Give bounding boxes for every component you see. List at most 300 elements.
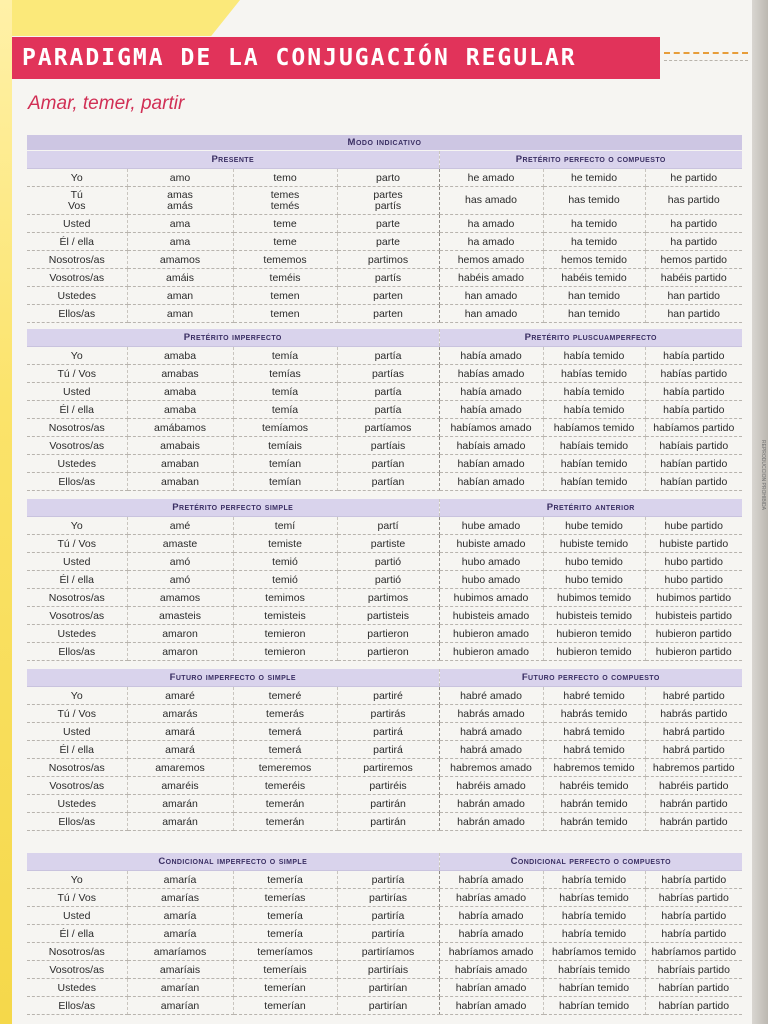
form-partir-compound: habría partido — [645, 871, 742, 889]
pronoun-cell: Vosotros/as — [27, 777, 127, 795]
form-partir: partirán — [337, 795, 439, 813]
form-temer: temerían — [233, 997, 337, 1015]
form-amar: ama — [127, 215, 233, 233]
form-temer: temimos — [233, 589, 337, 607]
table-row — [27, 643, 742, 661]
form-partir: parten — [337, 305, 439, 323]
page-subtitle: Amar, temer, partir — [28, 93, 185, 114]
form-temer: temerías — [233, 889, 337, 907]
form-amar-compound: hubiste amado — [439, 535, 543, 553]
form-temer: temería — [233, 907, 337, 925]
pronoun-cell: Tú / Vos — [27, 535, 127, 553]
form-temer-compound: habrías temido — [543, 889, 645, 907]
form-amar-compound: habrías amado — [439, 889, 543, 907]
table-row — [27, 455, 742, 473]
form-temer: temeré — [233, 687, 337, 705]
form-temer-compound: habremos temido — [543, 759, 645, 777]
form-amar: amaríamos — [127, 943, 233, 961]
form-temer-compound: habría temido — [543, 925, 645, 943]
form-amar: amaba — [127, 401, 233, 419]
tense-section — [27, 669, 742, 831]
simple-tense-heading: Pretérito imperfecto — [27, 329, 439, 347]
form-partir-compound: habréis partido — [645, 777, 742, 795]
form-temer-compound: habré temido — [543, 687, 645, 705]
form-amar: amaban — [127, 473, 233, 491]
form-partir-compound: habrían partido — [645, 979, 742, 997]
form-partir-compound: hubieron partido — [645, 643, 742, 661]
table-row — [27, 777, 742, 795]
form-partir: parte — [337, 215, 439, 233]
form-temer-compound: habíais temido — [543, 437, 645, 455]
form-partir: partía — [337, 383, 439, 401]
table-row — [27, 215, 742, 233]
pronoun-cell: Ustedes — [27, 287, 127, 305]
form-temer: temían — [233, 455, 337, 473]
form-partir-compound: hube partido — [645, 517, 742, 535]
form-amar: amó — [127, 571, 233, 589]
pronoun-cell: Nosotros/as — [27, 589, 127, 607]
form-temer-compound: hemos temido — [543, 251, 645, 269]
form-temer-compound: ha temido — [543, 233, 645, 251]
pronoun-cell: Yo — [27, 347, 127, 365]
form-amar-compound: hubo amado — [439, 571, 543, 589]
side-copyright-note: REPRODUCCIÓN PROHIBIDA — [760, 440, 766, 511]
form-partir: partiremos — [337, 759, 439, 777]
form-partir-compound: habías partido — [645, 365, 742, 383]
table-row — [27, 813, 742, 831]
form-partir: partiríamos — [337, 943, 439, 961]
form-partir: partirías — [337, 889, 439, 907]
pronoun-cell: Tú / Vos — [27, 889, 127, 907]
form-partir: parto — [337, 169, 439, 187]
form-partir-compound: había partido — [645, 383, 742, 401]
pronoun-cell: Él / ella — [27, 571, 127, 589]
conjugation-table — [27, 329, 742, 491]
conjugation-table — [27, 853, 742, 1015]
form-amar-compound: había amado — [439, 347, 543, 365]
form-partir: partieron — [337, 625, 439, 643]
form-amar: amáis — [127, 269, 233, 287]
pronoun-cell: Usted — [27, 383, 127, 401]
table-row — [27, 759, 742, 777]
pronoun-cell: Tú / Vos — [27, 365, 127, 383]
pronoun-cell: Yo — [27, 687, 127, 705]
form-temer-compound: he temido — [543, 169, 645, 187]
form-partir-compound: hubo partido — [645, 571, 742, 589]
form-temer: temió — [233, 571, 337, 589]
form-temer-compound: habríais temido — [543, 961, 645, 979]
form-temer: temería — [233, 871, 337, 889]
form-partir: partís — [337, 269, 439, 287]
table-row — [27, 305, 742, 323]
form-partir-compound: habría partido — [645, 907, 742, 925]
form-partir: partimos — [337, 251, 439, 269]
form-partir: partisteis — [337, 607, 439, 625]
form-amar-compound: hemos amado — [439, 251, 543, 269]
form-partir: partiste — [337, 535, 439, 553]
pronoun-cell: Ustedes — [27, 795, 127, 813]
pronoun-cell: Vosotros/as — [27, 607, 127, 625]
conjugation-table — [27, 135, 742, 323]
form-partir-compound: habéis partido — [645, 269, 742, 287]
table-row — [27, 943, 742, 961]
table-row — [27, 625, 742, 643]
table-row — [27, 437, 742, 455]
form-partir: partiría — [337, 907, 439, 925]
pronoun-cell: Ellos/as — [27, 473, 127, 491]
form-amar: amo — [127, 169, 233, 187]
table-row — [27, 269, 742, 287]
pronoun-cell: Ellos/as — [27, 997, 127, 1015]
simple-tense-heading: Presente — [27, 151, 439, 169]
yellow-margin — [0, 0, 12, 1024]
form-partir-compound: hubo partido — [645, 553, 742, 571]
pronoun-cell: Tú Vos — [27, 187, 127, 215]
form-partir-compound: habían partido — [645, 455, 742, 473]
form-amar-compound: habrían amado — [439, 997, 543, 1015]
form-temer-compound: había temido — [543, 401, 645, 419]
form-partir-compound: habríais partido — [645, 961, 742, 979]
form-temer: temeríais — [233, 961, 337, 979]
form-amar-compound: habrían amado — [439, 979, 543, 997]
form-partir: partías — [337, 365, 439, 383]
table-row — [27, 889, 742, 907]
form-amar: amaremos — [127, 759, 233, 777]
form-partir-compound: habríamos partido — [645, 943, 742, 961]
table-row — [27, 961, 742, 979]
form-amar: amábamos — [127, 419, 233, 437]
compound-tense-heading: Pretérito pluscuamperfecto — [439, 329, 742, 347]
form-amar-compound: habría amado — [439, 925, 543, 943]
form-partir-compound: habré partido — [645, 687, 742, 705]
form-amar-compound: había amado — [439, 401, 543, 419]
form-amar-compound: he amado — [439, 169, 543, 187]
form-amar-compound: hube amado — [439, 517, 543, 535]
table-row — [27, 553, 742, 571]
form-temer-compound: habían temido — [543, 455, 645, 473]
form-partir-compound: han partido — [645, 287, 742, 305]
form-amar-compound: habríais amado — [439, 961, 543, 979]
form-amar: amas amás — [127, 187, 233, 215]
simple-tense-heading: Futuro imperfecto o simple — [27, 669, 439, 687]
form-temer: temiste — [233, 535, 337, 553]
form-amar-compound: han amado — [439, 287, 543, 305]
form-partir: partíais — [337, 437, 439, 455]
form-partir: partía — [337, 401, 439, 419]
form-temer-compound: habría temido — [543, 871, 645, 889]
form-amar-compound: habéis amado — [439, 269, 543, 287]
pronoun-cell: Ustedes — [27, 625, 127, 643]
form-temer-compound: habrás temido — [543, 705, 645, 723]
form-amar: amaría — [127, 925, 233, 943]
form-temer-compound: has temido — [543, 187, 645, 215]
form-temer: teme — [233, 215, 337, 233]
form-temer-compound: hubieron temido — [543, 643, 645, 661]
form-temer: temen — [233, 305, 337, 323]
form-amar: amaría — [127, 871, 233, 889]
form-temer-compound: habrían temido — [543, 997, 645, 1015]
form-temer-compound: habría temido — [543, 907, 645, 925]
form-partir: partieron — [337, 643, 439, 661]
form-temer: temeremos — [233, 759, 337, 777]
form-partir-compound: habrás partido — [645, 705, 742, 723]
form-temer: temerían — [233, 979, 337, 997]
form-amar-compound: ha amado — [439, 215, 543, 233]
table-row — [27, 741, 742, 759]
form-partir: parten — [337, 287, 439, 305]
table-row — [27, 907, 742, 925]
form-amar: amarán — [127, 813, 233, 831]
simple-tense-heading: Condicional imperfecto o simple — [27, 853, 439, 871]
form-amar: amaron — [127, 643, 233, 661]
form-partir: partirá — [337, 723, 439, 741]
pronoun-cell: Usted — [27, 553, 127, 571]
form-partir: partiré — [337, 687, 439, 705]
form-partir: partían — [337, 473, 439, 491]
form-partir-compound: había partido — [645, 347, 742, 365]
form-partir: partió — [337, 553, 439, 571]
tense-section — [27, 853, 742, 1015]
form-amar: amabas — [127, 365, 233, 383]
form-temer-compound: han temido — [543, 287, 645, 305]
form-temer-compound: hubimos temido — [543, 589, 645, 607]
simple-tense-heading: Pretérito perfecto simple — [27, 499, 439, 517]
form-temer-compound: habéis temido — [543, 269, 645, 287]
form-amar-compound: hubieron amado — [439, 643, 543, 661]
table-row — [27, 287, 742, 305]
form-partir-compound: habrá partido — [645, 741, 742, 759]
form-temer-compound: habríamos temido — [543, 943, 645, 961]
form-amar: amé — [127, 517, 233, 535]
form-partir-compound: habrían partido — [645, 997, 742, 1015]
form-amar: amaste — [127, 535, 233, 553]
mode-heading: Modo indicativo — [27, 135, 742, 151]
pronoun-cell: Tú / Vos — [27, 705, 127, 723]
form-amar-compound: hubisteis amado — [439, 607, 543, 625]
form-temer: temíais — [233, 437, 337, 455]
form-partir-compound: habría partido — [645, 925, 742, 943]
form-amar: amasteis — [127, 607, 233, 625]
table-row — [27, 925, 742, 943]
form-partir: partí — [337, 517, 439, 535]
form-partir-compound: había partido — [645, 401, 742, 419]
form-temer-compound: habías temido — [543, 365, 645, 383]
form-temer-compound: habrá temido — [543, 723, 645, 741]
form-temer-compound: habíamos temido — [543, 419, 645, 437]
form-amar: amaba — [127, 347, 233, 365]
pronoun-cell: Ustedes — [27, 979, 127, 997]
form-amar: amaba — [127, 383, 233, 401]
form-temer-compound: hubisteis temido — [543, 607, 645, 625]
pronoun-cell: Yo — [27, 517, 127, 535]
form-partir: parte — [337, 233, 439, 251]
pronoun-cell: Ellos/as — [27, 813, 127, 831]
form-temer: temeréis — [233, 777, 337, 795]
table-row — [27, 517, 742, 535]
table-row — [27, 795, 742, 813]
form-amar: amaron — [127, 625, 233, 643]
table-row — [27, 169, 742, 187]
compound-tense-heading: Futuro perfecto o compuesto — [439, 669, 742, 687]
conjugation-table — [27, 669, 742, 831]
form-amar: amó — [127, 553, 233, 571]
tense-section — [27, 329, 742, 491]
form-amar: amarás — [127, 705, 233, 723]
form-amar-compound: hubo amado — [439, 553, 543, 571]
form-temer: temieron — [233, 625, 337, 643]
form-amar-compound: habrás amado — [439, 705, 543, 723]
form-temer: temo — [233, 169, 337, 187]
form-partir: partíamos — [337, 419, 439, 437]
form-amar-compound: habría amado — [439, 907, 543, 925]
form-temer: temes temés — [233, 187, 337, 215]
form-amar-compound: habré amado — [439, 687, 543, 705]
form-temer-compound: habréis temido — [543, 777, 645, 795]
table-row — [27, 535, 742, 553]
table-row — [27, 687, 742, 705]
form-temer: temen — [233, 287, 337, 305]
pronoun-cell: Él / ella — [27, 233, 127, 251]
form-temer-compound: han temido — [543, 305, 645, 323]
pronoun-cell: Nosotros/as — [27, 759, 127, 777]
form-temer: temía — [233, 347, 337, 365]
form-partir-compound: hubimos partido — [645, 589, 742, 607]
form-partir-compound: hemos partido — [645, 251, 742, 269]
form-partir-compound: has partido — [645, 187, 742, 215]
banner-dashed-line-secondary — [664, 60, 748, 61]
pronoun-cell: Ellos/as — [27, 305, 127, 323]
form-temer: teme — [233, 233, 337, 251]
form-partir-compound: ha partido — [645, 233, 742, 251]
table-row — [27, 251, 742, 269]
pronoun-cell: Él / ella — [27, 741, 127, 759]
table-row — [27, 589, 742, 607]
form-temer-compound: hubo temido — [543, 553, 645, 571]
form-amar-compound: habrán amado — [439, 813, 543, 831]
pronoun-cell: Usted — [27, 723, 127, 741]
form-amar: amaría — [127, 907, 233, 925]
form-partir-compound: hubisteis partido — [645, 607, 742, 625]
form-partir: partimos — [337, 589, 439, 607]
form-amar-compound: habías amado — [439, 365, 543, 383]
table-row — [27, 723, 742, 741]
table-row — [27, 997, 742, 1015]
tense-section — [27, 499, 742, 661]
form-temer: temía — [233, 401, 337, 419]
pronoun-cell: Usted — [27, 215, 127, 233]
form-partir: partirá — [337, 741, 439, 759]
form-amar-compound: hubieron amado — [439, 625, 543, 643]
form-temer: temerá — [233, 741, 337, 759]
pronoun-cell: Vosotros/as — [27, 961, 127, 979]
form-temer-compound: había temido — [543, 347, 645, 365]
form-amar-compound: ha amado — [439, 233, 543, 251]
form-amar: amaban — [127, 455, 233, 473]
form-temer-compound: hube temido — [543, 517, 645, 535]
form-temer-compound: hubiste temido — [543, 535, 645, 553]
compound-tense-heading: Pretérito perfecto o compuesto — [439, 151, 742, 169]
form-temer: temían — [233, 473, 337, 491]
form-temer: temeríamos — [233, 943, 337, 961]
form-temer: temerán — [233, 795, 337, 813]
form-partir-compound: habíamos partido — [645, 419, 742, 437]
form-temer-compound: hubieron temido — [543, 625, 645, 643]
form-partir-compound: he partido — [645, 169, 742, 187]
form-temer: temía — [233, 383, 337, 401]
form-amar-compound: hubimos amado — [439, 589, 543, 607]
form-partir-compound: habíais partido — [645, 437, 742, 455]
form-partir: partiría — [337, 871, 439, 889]
form-temer-compound: habrán temido — [543, 813, 645, 831]
form-amar: amarían — [127, 997, 233, 1015]
table-row — [27, 473, 742, 491]
form-amar: amarían — [127, 979, 233, 997]
form-temer: temería — [233, 925, 337, 943]
table-row — [27, 383, 742, 401]
form-partir-compound: han partido — [645, 305, 742, 323]
form-temer: temí — [233, 517, 337, 535]
pronoun-cell: Nosotros/as — [27, 419, 127, 437]
form-temer-compound: hubo temido — [543, 571, 645, 589]
form-temer-compound: había temido — [543, 383, 645, 401]
form-amar: amaré — [127, 687, 233, 705]
form-partir-compound: ha partido — [645, 215, 742, 233]
form-partir-compound: habrán partido — [645, 813, 742, 831]
table-row — [27, 187, 742, 215]
form-partir-compound: habían partido — [645, 473, 742, 491]
form-amar-compound: habíais amado — [439, 437, 543, 455]
form-amar: amará — [127, 723, 233, 741]
form-amar: amarías — [127, 889, 233, 907]
form-partir: partiríais — [337, 961, 439, 979]
table-row — [27, 401, 742, 419]
banner-dashed-line — [664, 52, 748, 54]
form-partir-compound: habrán partido — [645, 795, 742, 813]
table-row — [27, 365, 742, 383]
form-temer: temieron — [233, 643, 337, 661]
pronoun-cell: Yo — [27, 169, 127, 187]
table-row — [27, 705, 742, 723]
form-temer: temerás — [233, 705, 337, 723]
form-amar-compound: habían amado — [439, 473, 543, 491]
form-temer: teméis — [233, 269, 337, 287]
table-row — [27, 607, 742, 625]
compound-tense-heading: Condicional perfecto o compuesto — [439, 853, 742, 871]
form-amar-compound: han amado — [439, 305, 543, 323]
form-amar: amaríais — [127, 961, 233, 979]
form-temer: temerá — [233, 723, 337, 741]
form-partir: partirían — [337, 997, 439, 1015]
form-amar-compound: habíamos amado — [439, 419, 543, 437]
pronoun-cell: Ustedes — [27, 455, 127, 473]
page-title: PARADIGMA DE LA CONJUGACIÓN REGULAR — [22, 45, 577, 71]
form-amar-compound: habremos amado — [439, 759, 543, 777]
form-partir-compound: hubiste partido — [645, 535, 742, 553]
form-partir: partiréis — [337, 777, 439, 795]
form-amar-compound: habrán amado — [439, 795, 543, 813]
table-row — [27, 347, 742, 365]
form-amar: aman — [127, 287, 233, 305]
form-partir: partirían — [337, 979, 439, 997]
form-temer-compound: ha temido — [543, 215, 645, 233]
conjugation-table — [27, 499, 742, 661]
form-temer: temió — [233, 553, 337, 571]
pronoun-cell: Él / ella — [27, 925, 127, 943]
form-amar: aman — [127, 305, 233, 323]
form-partir: partes partís — [337, 187, 439, 215]
pronoun-cell: Usted — [27, 907, 127, 925]
form-amar: amabais — [127, 437, 233, 455]
